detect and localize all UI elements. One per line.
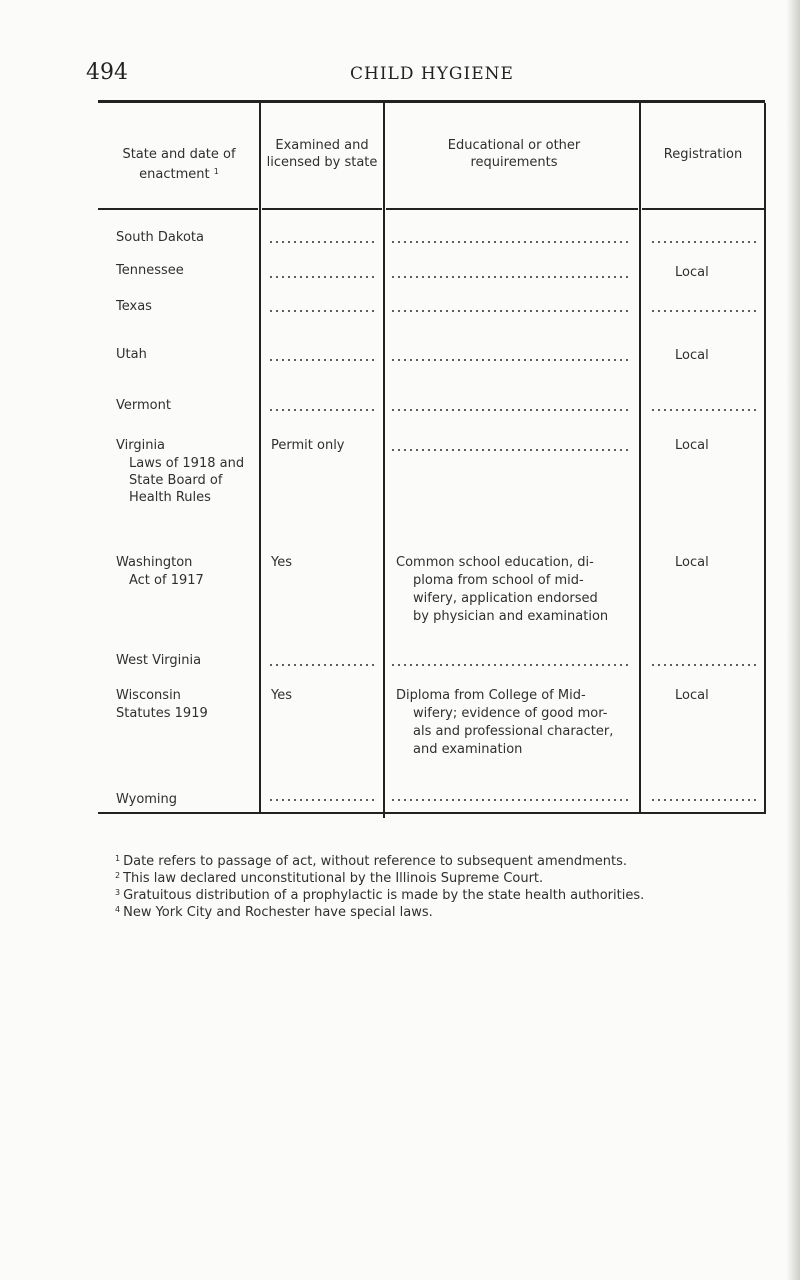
table-header-rule-4 — [642, 208, 765, 210]
column-divider-1 — [259, 103, 261, 814]
dot-leader — [390, 662, 630, 668]
dot-leader — [268, 357, 376, 363]
table-right-border — [764, 103, 766, 814]
row-requirements-line: Common school education, di- — [396, 555, 594, 570]
row-requirements-line: als and professional character, — [413, 724, 614, 739]
row-examined: Yes — [271, 555, 292, 570]
row-state: Tennessee — [116, 263, 184, 278]
header-state: State and date of enactment $^1$ — [122, 147, 236, 182]
row-registration: Local — [675, 438, 709, 453]
row-state: Utah — [116, 347, 147, 362]
footnote-mark: 4 — [115, 905, 121, 914]
row-registration: Local — [675, 348, 709, 363]
dot-leader — [650, 308, 760, 314]
header-registration: Registration — [663, 147, 743, 162]
header-requirements: Educational or other requirements — [447, 138, 581, 170]
dot-leader — [390, 308, 630, 314]
dot-leader — [390, 797, 630, 803]
dot-leader — [268, 407, 376, 413]
dot-leader — [650, 239, 760, 245]
dot-leader — [390, 447, 630, 453]
table-header-rule-3 — [386, 208, 638, 210]
row-requirements-line: by physician and examination — [413, 609, 609, 624]
row-examined: Yes — [271, 688, 292, 703]
dot-leader — [650, 662, 760, 668]
row-registration: Local — [675, 688, 709, 703]
dot-leader — [268, 239, 376, 245]
page-number: 494 — [86, 60, 128, 85]
page-edge-shadow — [786, 0, 800, 1280]
row-examined: Permit only — [271, 438, 345, 453]
dot-leader — [390, 274, 630, 280]
row-state-detail: Laws of 1918 and State Board of Health Rules — [129, 456, 245, 505]
running-head: CHILD HYGIENE — [350, 64, 514, 84]
footnote-ref-1: 1 — [213, 167, 219, 176]
footnote-mark: 2 — [115, 871, 121, 880]
column-divider-2 — [383, 103, 385, 818]
row-state: South Dakota — [116, 230, 204, 245]
header-examined: Examined and licensed by state — [266, 138, 378, 170]
footnote-text: New York City and Rochester have special laws. — [123, 905, 433, 920]
footnote-text: Date refers to passage of act, without reference to subsequent amendments. — [123, 854, 628, 869]
row-requirements-line: wifery; evidence of good mor- — [413, 706, 608, 721]
row-requirements-line: and examination — [413, 742, 523, 757]
footnote-mark: 3 — [115, 888, 121, 897]
table-header-rule-1 — [98, 208, 258, 210]
dot-leader — [268, 797, 376, 803]
row-requirements-line: ploma from school of mid- — [413, 573, 584, 588]
row-state: West Virginia — [116, 653, 202, 668]
dot-leader — [268, 662, 376, 668]
dot-leader — [390, 239, 630, 245]
row-state: Washington — [116, 555, 193, 570]
row-state: Wisconsin — [116, 688, 181, 703]
row-state: Virginia — [116, 438, 166, 453]
dot-leader — [650, 797, 760, 803]
row-state-detail: Statutes 1919 — [116, 706, 208, 721]
dot-leader — [268, 308, 376, 314]
footnote-text: Gratuitous distribution of a prophylactic is made by the state health authorities. — [123, 888, 645, 903]
dot-leader — [268, 274, 376, 280]
table-top-rule — [98, 100, 765, 103]
row-registration: Local — [675, 265, 709, 280]
footnote — [115, 902, 433, 921]
row-state: Vermont — [116, 398, 171, 413]
dot-leader — [390, 407, 630, 413]
column-divider-3 — [639, 103, 641, 814]
footnote-text: This law declared unconstitutional by the Illinois Supreme Court. — [123, 871, 544, 886]
table-bottom-rule — [98, 812, 765, 814]
row-state: Wyoming — [116, 792, 178, 807]
footnote-mark: 1 — [115, 854, 121, 863]
dot-leader — [650, 407, 760, 413]
row-requirements-line: Diploma from College of Mid- — [396, 688, 586, 703]
row-state: Texas — [116, 299, 152, 314]
row-state-detail: Act of 1917 — [129, 573, 204, 588]
table-header-rule-2 — [262, 208, 382, 210]
row-requirements-line: wifery, application endorsed — [413, 591, 598, 606]
dot-leader — [390, 357, 630, 363]
row-registration: Local — [675, 555, 709, 570]
